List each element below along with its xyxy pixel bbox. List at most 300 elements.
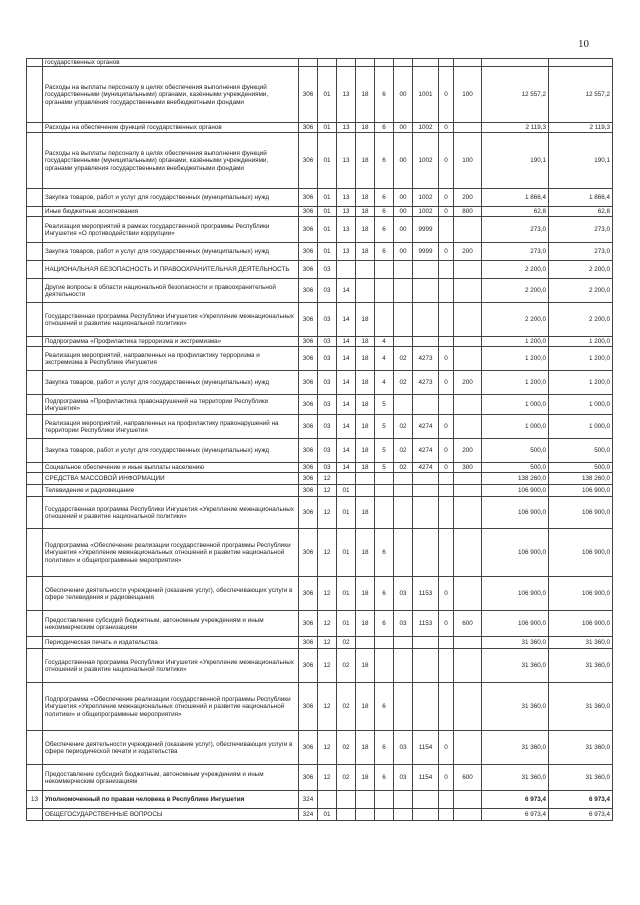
code-extra: 0: [439, 463, 454, 473]
row-name: Закупка товаров, работ и услуг для государственных (муниципальных) нужд: [43, 189, 299, 207]
code-expense-type: 200: [454, 243, 482, 261]
code-ministry: 306: [299, 577, 318, 611]
table-row: [27, 67, 613, 123]
row-number: [27, 303, 43, 337]
row-name: Подпрограмма «Профилактика правонарушений на территории Республики Ингушетия»: [43, 395, 299, 415]
amount-2: 273,0: [549, 243, 613, 261]
code-extra: [439, 683, 454, 731]
code-subsection: [337, 59, 356, 67]
amount-1: 31 360,0: [482, 765, 549, 791]
code-direction: 4273: [413, 347, 439, 371]
amount-2: 106 900,0: [549, 577, 613, 611]
code-subsection: 14: [337, 415, 356, 439]
amount-1: 106 900,0: [482, 529, 549, 577]
code-ministry: 306: [299, 683, 318, 731]
amount-1: 31 360,0: [482, 649, 549, 683]
amount-1: 1 200,0: [482, 337, 549, 347]
code-event: 00: [394, 189, 413, 207]
row-number: 13: [27, 791, 43, 809]
code-event: [394, 279, 413, 303]
code-subprogram: 6: [375, 217, 394, 243]
code-ministry: 306: [299, 611, 318, 637]
amount-1: 106 900,0: [482, 611, 549, 637]
code-subprogram: 6: [375, 207, 394, 217]
table-row: [27, 261, 613, 279]
code-subsection: [337, 791, 356, 809]
code-subprogram: [375, 791, 394, 809]
amount-1: 273,0: [482, 217, 549, 243]
table-row: [27, 303, 613, 337]
code-ministry: 306: [299, 133, 318, 189]
row-number: [27, 473, 43, 485]
code-expense-type: [454, 731, 482, 765]
code-section: 03: [318, 347, 337, 371]
amount-2: 31 360,0: [549, 637, 613, 649]
table-row: [27, 243, 613, 261]
code-ministry: 306: [299, 649, 318, 683]
code-program: 18: [356, 133, 375, 189]
table-row: [27, 649, 613, 683]
row-number: [27, 337, 43, 347]
table-row: [27, 529, 613, 577]
code-subsection: 13: [337, 243, 356, 261]
code-direction: [413, 485, 439, 497]
code-extra: [439, 217, 454, 243]
code-subprogram: 6: [375, 123, 394, 133]
amount-2: 1 000,0: [549, 415, 613, 439]
amount-2: 6 973,4: [549, 809, 613, 821]
code-section: [318, 791, 337, 809]
code-event: 03: [394, 611, 413, 637]
code-ministry: 324: [299, 791, 318, 809]
code-subsection: [337, 473, 356, 485]
code-subsection: 02: [337, 683, 356, 731]
row-name: Закупка товаров, работ и услуг для государственных (муниципальных) нужд: [43, 371, 299, 395]
row-name: Предоставление субсидий бюджетным, автономным учреждениям и иным некоммерческим организациям: [43, 765, 299, 791]
code-program: 18: [356, 243, 375, 261]
row-name: Расходы на выплаты персоналу в целях обеспечения выполнения функций государственными (муниципальными) органами, казёнными учреждениями, органами управления государственными внебюджетными фондами: [43, 67, 299, 123]
row-number: [27, 649, 43, 683]
code-subsection: 14: [337, 279, 356, 303]
row-number: [27, 485, 43, 497]
code-event: 03: [394, 765, 413, 791]
row-name: Реализация мероприятий, направленных на профилактику терроризма и экстремизма в Республике Ингушетия: [43, 347, 299, 371]
code-subprogram: 6: [375, 529, 394, 577]
code-section: 12: [318, 683, 337, 731]
code-section: 12: [318, 611, 337, 637]
row-name: Подпрограмма «Профилактика терроризма и экстремизма»: [43, 337, 299, 347]
code-section: 01: [318, 189, 337, 207]
code-extra: [439, 59, 454, 67]
code-direction: [413, 791, 439, 809]
amount-1: 190,1: [482, 133, 549, 189]
row-number: [27, 463, 43, 473]
code-direction: [413, 649, 439, 683]
code-expense-type: 100: [454, 133, 482, 189]
code-extra: [439, 637, 454, 649]
row-number: [27, 279, 43, 303]
code-direction: [413, 303, 439, 337]
code-event: [394, 473, 413, 485]
code-program: 18: [356, 463, 375, 473]
amount-2: 31 360,0: [549, 731, 613, 765]
code-program: 18: [356, 347, 375, 371]
row-number: [27, 529, 43, 577]
code-ministry: 306: [299, 347, 318, 371]
code-extra: 0: [439, 731, 454, 765]
code-ministry: 306: [299, 473, 318, 485]
amount-2: 12 557,2: [549, 67, 613, 123]
row-name: НАЦИОНАЛЬНАЯ БЕЗОПАСНОСТЬ И ПРАВООХРАНИТЕЛЬНАЯ ДЕЯТЕЛЬНОСТЬ: [43, 261, 299, 279]
code-extra: [439, 529, 454, 577]
row-number: [27, 683, 43, 731]
amount-1: 31 360,0: [482, 731, 549, 765]
code-extra: 0: [439, 577, 454, 611]
code-program: 18: [356, 371, 375, 395]
code-program: [356, 261, 375, 279]
code-section: 03: [318, 279, 337, 303]
row-number: [27, 133, 43, 189]
code-expense-type: [454, 683, 482, 731]
row-name: Расходы на выплаты персоналу в целях обеспечения выполнения функций государственными (муниципальными) органами, казёнными учреждениями, органами управления государственными внебюджетными фондами: [43, 133, 299, 189]
code-subsection: 13: [337, 217, 356, 243]
code-section: 01: [318, 217, 337, 243]
code-program: [356, 59, 375, 67]
code-extra: 0: [439, 243, 454, 261]
code-extra: 0: [439, 439, 454, 463]
code-subprogram: [375, 59, 394, 67]
row-number: [27, 207, 43, 217]
amount-1: 31 360,0: [482, 683, 549, 731]
row-name: Предоставление субсидий бюджетным, автономным учреждениям и иным некоммерческим организациям: [43, 611, 299, 637]
row-name: Государственная программа Республики Ингушетия «Укрепление межнациональных отношений и развитие национальной политики»: [43, 303, 299, 337]
table-row: [27, 133, 613, 189]
table-row: [27, 809, 613, 821]
code-program: 18: [356, 765, 375, 791]
code-ministry: 306: [299, 765, 318, 791]
code-subprogram: 5: [375, 463, 394, 473]
code-program: [356, 637, 375, 649]
code-expense-type: [454, 791, 482, 809]
code-expense-type: 200: [454, 439, 482, 463]
code-expense-type: [454, 395, 482, 415]
row-name: Телевидение и радиовещание: [43, 485, 299, 497]
code-section: [318, 59, 337, 67]
code-event: [394, 497, 413, 529]
table-row: [27, 189, 613, 207]
budget-table: [26, 58, 613, 821]
code-extra: 0: [439, 123, 454, 133]
code-ministry: 324: [299, 809, 318, 821]
row-name: ОБЩЕГОСУДАРСТВЕННЫЕ ВОПРОСЫ: [43, 809, 299, 821]
page-number: 10: [578, 38, 589, 50]
amount-1: 6 973,4: [482, 791, 549, 809]
code-subsection: 14: [337, 463, 356, 473]
row-number: [27, 217, 43, 243]
code-event: [394, 59, 413, 67]
amount-1: 62,8: [482, 207, 549, 217]
code-extra: [439, 261, 454, 279]
code-ministry: [299, 59, 318, 67]
code-expense-type: [454, 279, 482, 303]
amount-2: 6 973,4: [549, 791, 613, 809]
amount-2: 500,0: [549, 463, 613, 473]
code-direction: 1002: [413, 207, 439, 217]
code-expense-type: [454, 529, 482, 577]
code-section: 01: [318, 133, 337, 189]
code-expense-type: [454, 261, 482, 279]
row-name: Закупка товаров, работ и услуг для государственных (муниципальных) нужд: [43, 243, 299, 261]
amount-1: 273,0: [482, 243, 549, 261]
code-extra: [439, 473, 454, 485]
code-expense-type: 200: [454, 371, 482, 395]
code-event: 00: [394, 243, 413, 261]
code-subprogram: 6: [375, 133, 394, 189]
code-subsection: 14: [337, 337, 356, 347]
code-extra: [439, 649, 454, 683]
code-direction: 1153: [413, 577, 439, 611]
code-direction: [413, 337, 439, 347]
amount-2: 500,0: [549, 439, 613, 463]
code-subprogram: 5: [375, 415, 394, 439]
code-subprogram: 6: [375, 683, 394, 731]
table-row: [27, 683, 613, 731]
row-name: Обеспечение деятельности учреждений (оказание услуг), обеспечивающих услуги в сфере периодической печати и издательства: [43, 731, 299, 765]
table-row: [27, 731, 613, 765]
amount-1: 1 200,0: [482, 371, 549, 395]
code-section: 12: [318, 731, 337, 765]
code-expense-type: [454, 809, 482, 821]
code-section: 03: [318, 395, 337, 415]
code-event: 02: [394, 439, 413, 463]
row-number: [27, 261, 43, 279]
code-expense-type: [454, 123, 482, 133]
code-direction: 1154: [413, 731, 439, 765]
code-ministry: 306: [299, 207, 318, 217]
code-section: 03: [318, 439, 337, 463]
code-section: 01: [318, 67, 337, 123]
table-row: [27, 765, 613, 791]
code-subprogram: [375, 809, 394, 821]
code-subsection: 13: [337, 189, 356, 207]
code-program: [356, 473, 375, 485]
code-subsection: 14: [337, 439, 356, 463]
row-number: [27, 123, 43, 133]
code-program: [356, 485, 375, 497]
code-direction: 9999: [413, 243, 439, 261]
code-ministry: 306: [299, 637, 318, 649]
code-section: 01: [318, 243, 337, 261]
amount-2: 31 360,0: [549, 683, 613, 731]
code-expense-type: [454, 337, 482, 347]
table-row: [27, 497, 613, 529]
code-section: 03: [318, 463, 337, 473]
code-program: [356, 279, 375, 303]
code-expense-type: 800: [454, 207, 482, 217]
code-expense-type: [454, 303, 482, 337]
code-subsection: 02: [337, 637, 356, 649]
code-extra: 0: [439, 765, 454, 791]
code-subsection: 14: [337, 303, 356, 337]
code-section: 12: [318, 473, 337, 485]
table-row: [27, 415, 613, 439]
code-subprogram: 6: [375, 189, 394, 207]
row-name: Государственная программа Республики Ингушетия «Укрепление межнациональных отношений и развитие национальной политики»: [43, 649, 299, 683]
code-event: 00: [394, 133, 413, 189]
code-section: 12: [318, 577, 337, 611]
row-number: [27, 611, 43, 637]
row-number: [27, 497, 43, 529]
code-direction: 4273: [413, 371, 439, 395]
code-expense-type: 600: [454, 765, 482, 791]
amount-1: 138 260,0: [482, 473, 549, 485]
code-direction: [413, 497, 439, 529]
code-program: 18: [356, 577, 375, 611]
code-expense-type: 300: [454, 463, 482, 473]
code-program: 18: [356, 649, 375, 683]
code-subsection: 01: [337, 497, 356, 529]
code-ministry: 306: [299, 261, 318, 279]
code-extra: [439, 791, 454, 809]
code-subprogram: [375, 637, 394, 649]
code-expense-type: [454, 473, 482, 485]
code-direction: [413, 529, 439, 577]
code-extra: 0: [439, 415, 454, 439]
table-row: [27, 463, 613, 473]
code-event: [394, 337, 413, 347]
amount-1: 106 900,0: [482, 497, 549, 529]
amount-2: 106 900,0: [549, 529, 613, 577]
code-subprogram: 4: [375, 337, 394, 347]
row-number: [27, 637, 43, 649]
code-extra: [439, 485, 454, 497]
code-subprogram: [375, 261, 394, 279]
code-subprogram: [375, 473, 394, 485]
row-number: [27, 59, 43, 67]
row-name: Государственная программа Республики Ингушетия «Укрепление межнациональных отношений и развитие национальной политики»: [43, 497, 299, 529]
amount-2: 190,1: [549, 133, 613, 189]
code-subsection: 13: [337, 207, 356, 217]
amount-2: 1 866,4: [549, 189, 613, 207]
code-event: [394, 683, 413, 731]
code-program: 18: [356, 683, 375, 731]
code-program: 18: [356, 611, 375, 637]
code-extra: 0: [439, 133, 454, 189]
code-program: 18: [356, 529, 375, 577]
code-section: 12: [318, 529, 337, 577]
code-extra: [439, 395, 454, 415]
code-program: 18: [356, 207, 375, 217]
code-ministry: 306: [299, 123, 318, 133]
code-extra: 0: [439, 611, 454, 637]
code-extra: [439, 279, 454, 303]
code-program: [356, 791, 375, 809]
code-program: 18: [356, 189, 375, 207]
code-expense-type: [454, 415, 482, 439]
code-subprogram: 4: [375, 347, 394, 371]
code-subprogram: 6: [375, 731, 394, 765]
table-row: [27, 207, 613, 217]
amount-1: 6 973,4: [482, 809, 549, 821]
table-row: [27, 279, 613, 303]
row-name: Иные бюджетные ассигнования: [43, 207, 299, 217]
code-event: [394, 395, 413, 415]
code-program: 18: [356, 439, 375, 463]
code-extra: 0: [439, 67, 454, 123]
code-event: [394, 637, 413, 649]
amount-2: 2 200,0: [549, 279, 613, 303]
code-event: 02: [394, 347, 413, 371]
amount-1: 1 000,0: [482, 415, 549, 439]
code-subsection: 02: [337, 731, 356, 765]
code-subprogram: [375, 279, 394, 303]
amount-2: 106 900,0: [549, 497, 613, 529]
code-ministry: 306: [299, 67, 318, 123]
code-program: 18: [356, 415, 375, 439]
code-section: 12: [318, 497, 337, 529]
row-number: [27, 439, 43, 463]
code-program: 18: [356, 123, 375, 133]
row-name: Социальное обеспечение и иные выплаты населению: [43, 463, 299, 473]
code-program: 18: [356, 67, 375, 123]
code-direction: 1001: [413, 67, 439, 123]
code-event: 00: [394, 67, 413, 123]
table-row: [27, 577, 613, 611]
table-row: [27, 791, 613, 809]
code-extra: 0: [439, 189, 454, 207]
code-section: 01: [318, 809, 337, 821]
code-direction: 1002: [413, 189, 439, 207]
amount-2: 2 200,0: [549, 261, 613, 279]
code-direction: [413, 279, 439, 303]
row-number: [27, 577, 43, 611]
amount-1: 106 900,0: [482, 577, 549, 611]
code-direction: 1002: [413, 123, 439, 133]
code-section: 03: [318, 415, 337, 439]
code-ministry: 306: [299, 395, 318, 415]
code-ministry: 306: [299, 497, 318, 529]
code-extra: 0: [439, 347, 454, 371]
amount-2: 1 200,0: [549, 371, 613, 395]
code-subsection: 13: [337, 67, 356, 123]
row-number: [27, 243, 43, 261]
code-direction: 4274: [413, 415, 439, 439]
code-direction: 1154: [413, 765, 439, 791]
code-event: 00: [394, 207, 413, 217]
amount-2: 273,0: [549, 217, 613, 243]
code-program: 18: [356, 217, 375, 243]
code-ministry: 306: [299, 371, 318, 395]
row-name: Периодическая печать и издательства: [43, 637, 299, 649]
amount-1: 31 360,0: [482, 637, 549, 649]
row-name: Подпрограмма «Обеспечение реализации государственной программы Республики Ингушетия «Укрепление межнациональных отношений и развитие национальной политики» и общепрограммные мероприятия»: [43, 683, 299, 731]
table-row: [27, 371, 613, 395]
code-section: 12: [318, 765, 337, 791]
code-section: 01: [318, 207, 337, 217]
code-section: 01: [318, 123, 337, 133]
code-event: [394, 791, 413, 809]
amount-1: 2 200,0: [482, 303, 549, 337]
code-subsection: 01: [337, 577, 356, 611]
code-program: 18: [356, 337, 375, 347]
row-name: Расходы на обеспечение функций государственных органов: [43, 123, 299, 133]
code-expense-type: 100: [454, 67, 482, 123]
table-row: [27, 473, 613, 485]
code-ministry: 306: [299, 463, 318, 473]
code-program: 18: [356, 497, 375, 529]
code-event: 02: [394, 415, 413, 439]
row-name: Обеспечение деятельности учреждений (оказание услуг), обеспечивающих услуги в сфере телевидения и радиовещания: [43, 577, 299, 611]
